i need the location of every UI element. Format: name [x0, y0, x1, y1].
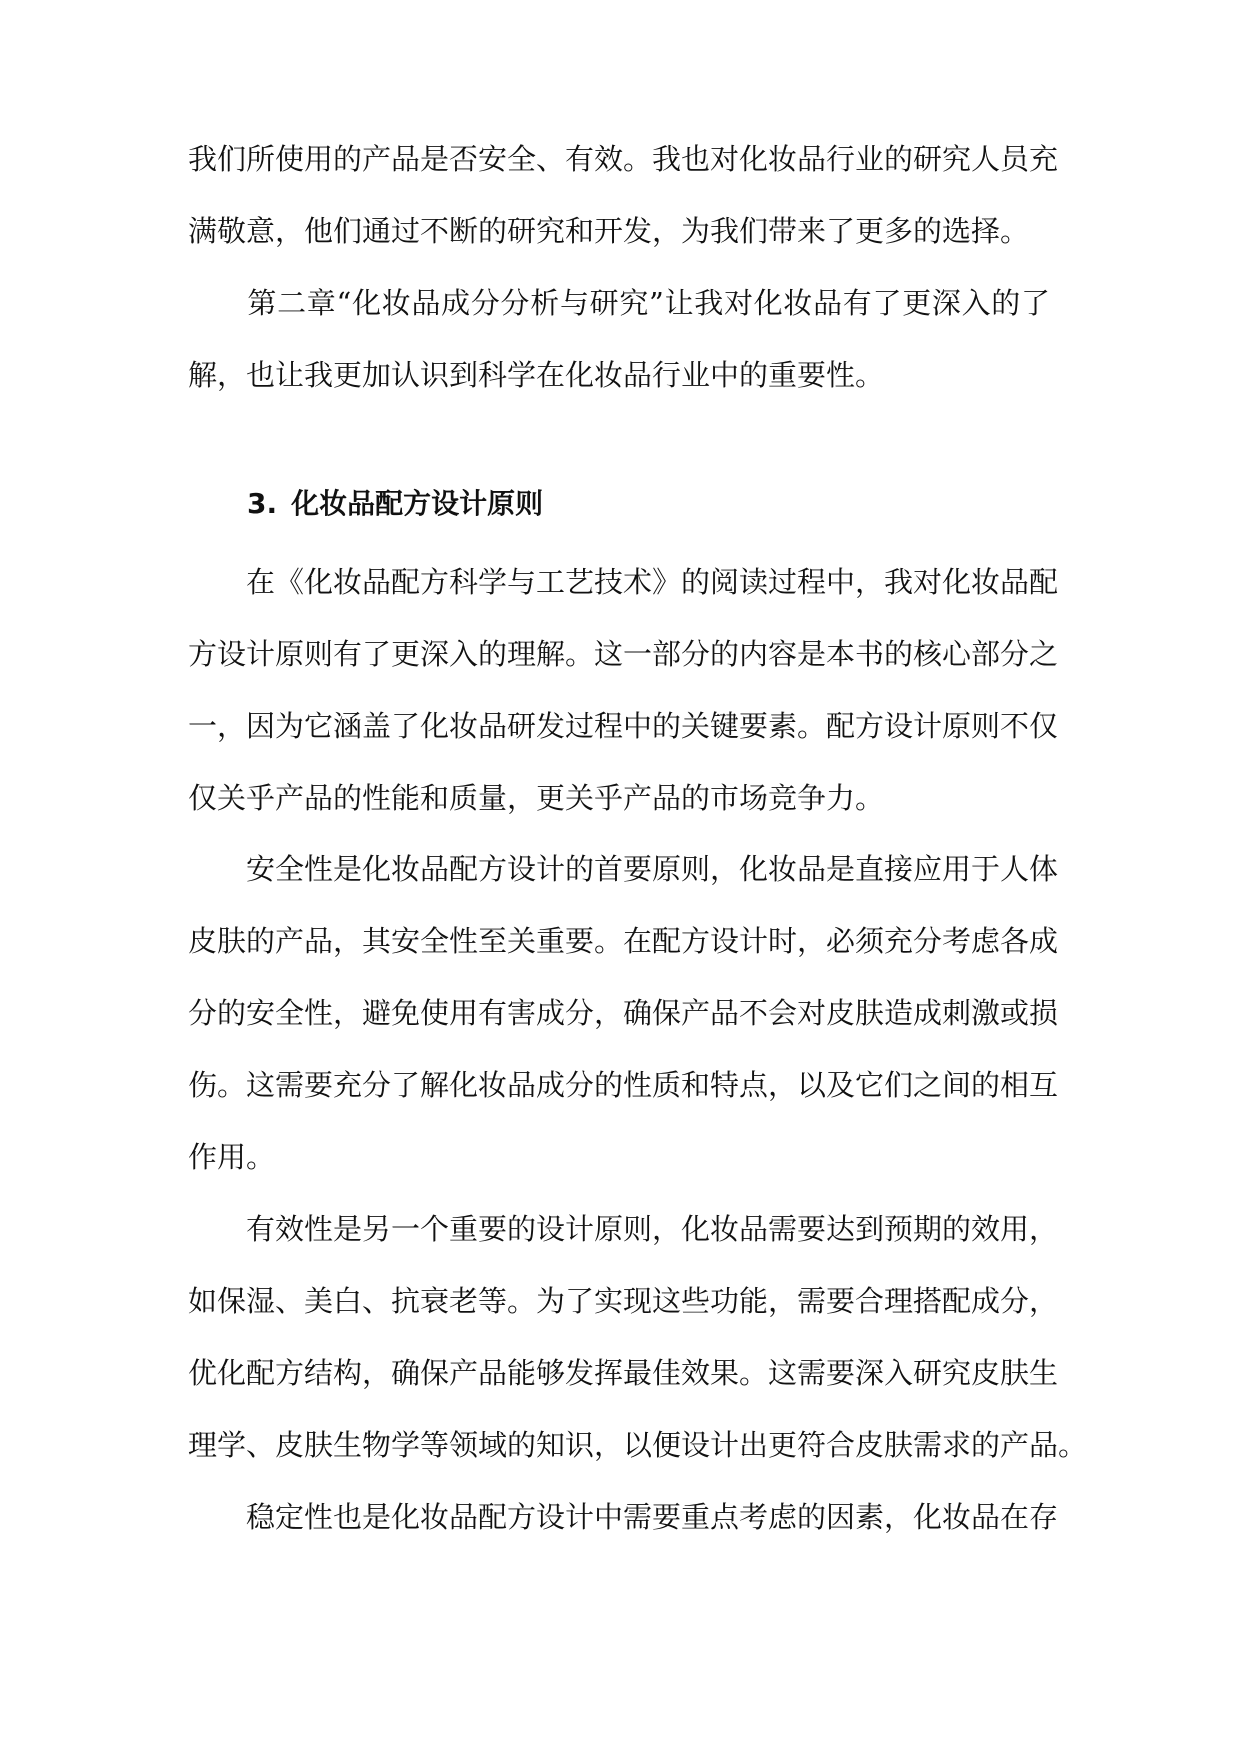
- text-line: 在《化妆品配方科学与工艺技术》的阅读过程中，我对化妆品配: [188, 565, 1059, 599]
- section-number: 3.: [247, 487, 278, 520]
- text-line: 第二章“化妆品成分分析与研究”让我对化妆品有了更深入的了: [188, 286, 1050, 320]
- text-line: 理学、皮肤生物学等领域的知识，以便设计出更符合皮肤需求的产品。: [188, 1428, 1088, 1462]
- paragraph-effectiveness: [188, 1193, 1088, 1481]
- text-line: 稳定性也是化妆品配方设计中需要重点考虑的因素，化妆品在存: [188, 1500, 1059, 1534]
- text-line: 一，因为它涵盖了化妆品研发过程中的关键要素。配方设计原则不仅: [188, 709, 1059, 743]
- text-line: 伤。这需要充分了解化妆品成分的性质和特点，以及它们之间的相互: [188, 1068, 1059, 1102]
- text-line: 安全性是化妆品配方设计的首要原则，化妆品是直接应用于人体: [188, 852, 1059, 886]
- text-line: 皮肤的产品，其安全性至关重要。在配方设计时，必须充分考虑各成: [188, 924, 1059, 958]
- text-line: 优化配方结构，确保产品能够发挥最佳效果。这需要深入研究皮肤生: [188, 1356, 1059, 1390]
- text-line: 分的安全性，避免使用有害成分，确保产品不会对皮肤造成刺激或损: [188, 996, 1059, 1030]
- text-line: 仅关乎产品的性能和质量，更关乎产品的市场竞争力。: [188, 781, 885, 815]
- text-line: 解，也让我更加认识到科学在化妆品行业中的重要性。: [188, 358, 885, 392]
- section-title: 化妆品配方设计原则: [291, 487, 544, 520]
- section-heading: [247, 468, 543, 540]
- paragraph-stability: [188, 1481, 1059, 1553]
- paragraph-safety: [188, 833, 1059, 1193]
- text-line: 方设计原则有了更深入的理解。这一部分的内容是本书的核心部分之: [188, 637, 1059, 671]
- text-line: 作用。: [188, 1140, 276, 1174]
- text-line: 如保湿、美白、抗衰老等。为了实现这些功能，需要合理搭配成分，: [188, 1284, 1059, 1318]
- paragraph-chapter-two-summary: [188, 267, 1050, 411]
- text-line: 我们所使用的产品是否安全、有效。我也对化妆品行业的研究人员充: [188, 142, 1059, 176]
- paragraph-formula-principles: [188, 546, 1059, 834]
- text-line: 有效性是另一个重要的设计原则，化妆品需要达到预期的效用，: [188, 1212, 1059, 1246]
- paragraph-continuation: [188, 123, 1059, 267]
- text-line: 满敬意，他们通过不断的研究和开发，为我们带来了更多的选择。: [188, 214, 1030, 248]
